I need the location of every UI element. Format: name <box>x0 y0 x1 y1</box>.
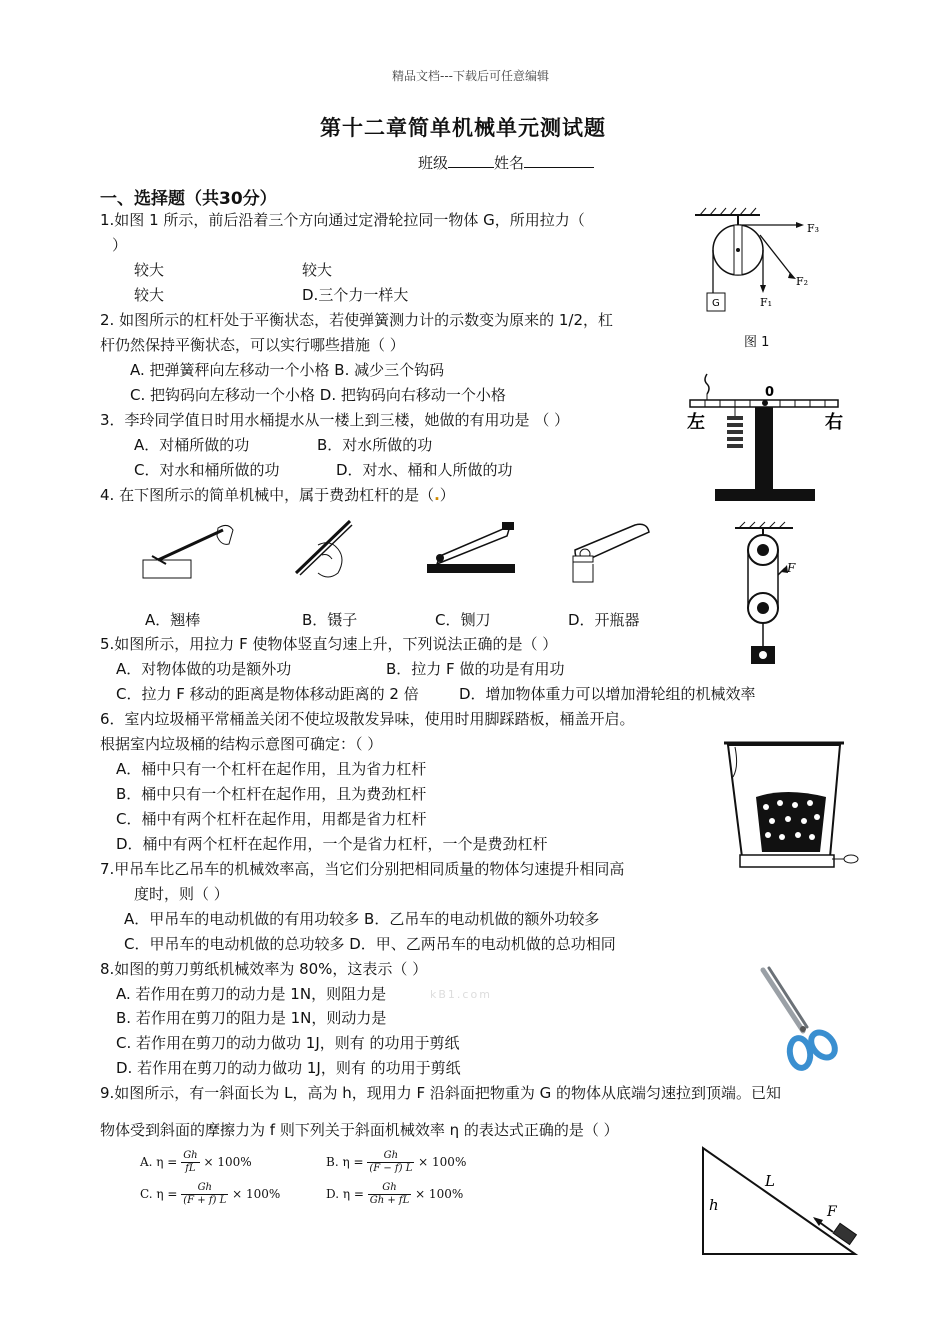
page-title: 第十二章简单机械单元测试题 <box>320 116 606 140</box>
q4-stem-dot: . <box>434 486 440 504</box>
class-blank[interactable] <box>448 153 494 168</box>
q9-option-a-num: Gh <box>183 1150 198 1161</box>
q6-option-c: C．桶中有两个杠杆在起作用，用都是省力杠杆 <box>116 810 427 828</box>
q7-line1: 7.甲吊车比乙吊车的机械效率高，当它们分别把相同质量的物体匀速提升相同高 <box>100 860 625 878</box>
q9-option-c-fraction <box>181 1182 228 1207</box>
q4-stem <box>100 483 455 507</box>
q9-option-d-prefix: D. η = <box>326 1187 364 1201</box>
q1-option-b: 较大 <box>302 261 333 279</box>
class-label: 班级 <box>418 154 449 172</box>
q9-option-d <box>326 1182 463 1207</box>
q9-option-a-den: fL <box>185 1163 196 1174</box>
incline-figure <box>695 1140 865 1260</box>
q5-option-b: B．拉力 F 做的功是有用功 <box>386 660 565 678</box>
q6-option-d: D．桶中有两个杠杆在起作用，一个是省力杠杆，一个是费劲杠杆 <box>116 835 548 853</box>
q6-option-b: B．桶中只有一个杠杆在起作用，且为费劲杠杆 <box>116 785 427 803</box>
lever-label-left: 左 <box>687 412 705 433</box>
incline-label-l: L <box>765 1172 775 1190</box>
q9-option-d-den: Gh + fL <box>369 1195 410 1206</box>
name-blank[interactable] <box>524 153 594 168</box>
q9-option-a-fraction <box>181 1150 199 1175</box>
q3-option-c: C．对水和桶所做的功 <box>134 461 280 479</box>
q5-option-a: A．对物体做的功是额外功 <box>116 660 292 678</box>
q9-option-b-den: (F − f) L <box>369 1163 413 1174</box>
q5-option-d: D．增加物体重力可以增加滑轮组的机械效率 <box>459 685 756 703</box>
incline-label-f: F <box>827 1204 837 1220</box>
tweezers-illustration <box>288 515 368 585</box>
q1-stem-line1: 1.如图 1 所示，前后沿着三个方向通过定滑轮拉同一物体 G，所用拉力（ <box>100 211 585 229</box>
fig1-caption: 图 1 <box>744 335 770 350</box>
q5-option-c: C．拉力 F 移动的距离是物体移动距离的 2 倍 <box>116 685 419 703</box>
q9-option-d-num: Gh <box>368 1182 412 1195</box>
q9-option-d-fraction <box>368 1182 412 1207</box>
lever-label-right: 右 <box>825 412 843 433</box>
q8-option-d: D. 若作用在剪刀的动力做功 1J，则有 的功用于剪纸 <box>116 1059 461 1077</box>
name-label: 姓名 <box>494 154 525 172</box>
crowbar-illustration <box>138 520 238 585</box>
q9-option-c-suffix: × 100% <box>232 1187 281 1201</box>
q9-option-b-prefix: B. η = <box>326 1155 364 1169</box>
q3-option-b: B．对水所做的功 <box>317 436 433 454</box>
page-header: 精品文档---下载后可任意编辑 <box>392 69 549 83</box>
q2-line2: 杆仍然保持平衡状态，可以实行哪些措施（ ） <box>100 336 405 354</box>
watermark: kB1.com <box>430 988 492 1001</box>
lever-figure <box>685 368 855 508</box>
incline-label-h: h <box>709 1196 719 1214</box>
q7-options-cd: C．甲吊车的电动机做的总功较多 D．甲、乙两吊车的电动机做的总功相同 <box>124 935 616 953</box>
q8-option-a: A. 若作用在剪刀的动力是 1N，则阻力是 <box>116 985 387 1003</box>
q7-options-ab: A．甲吊车的电动机做的有用功较多 B．乙吊车的电动机做的额外功较多 <box>124 910 600 928</box>
q1-option-a: 较大 <box>134 261 165 279</box>
fig1-label-g: G <box>712 298 720 309</box>
scissors-figure <box>755 965 845 1075</box>
q3-stem: 3．李玲同学值日时用水桶提水从一楼上到三楼，她做的有用功是 （ ） <box>100 411 570 429</box>
q9-option-c-den: (F + f) L <box>183 1195 227 1206</box>
q2-options-cd: C. 把钩码向左移动一个小格 D. 把钩码向右移动一个小格 <box>130 386 506 404</box>
q9-option-c-num: Gh <box>181 1182 228 1195</box>
q9-option-b <box>326 1150 466 1175</box>
trash-can-figure <box>720 735 865 875</box>
lever-label-zero: 0 <box>765 385 775 400</box>
q4-option-d: D．开瓶器 <box>568 611 640 629</box>
q6-option-a: A．桶中只有一个杠杆在起作用，且为省力杠杆 <box>116 760 427 778</box>
q9-option-b-suffix: × 100% <box>418 1155 467 1169</box>
q2-line1: 2. 如图所示的杠杆处于平衡状态，若使弹簧测力计的示数变为原来的 1/2，杠 <box>100 311 613 329</box>
q9-option-c-prefix: C. η = <box>140 1187 178 1201</box>
q7-line2: 度时，则（ ） <box>134 885 229 903</box>
q9-line2: 物体受到斜面的摩擦力为 f 则下列关于斜面机械效率 η 的表达式正确的是（ ） <box>100 1121 619 1139</box>
pulley-system-figure <box>725 520 815 670</box>
q9-option-a-prefix: A. η = <box>140 1155 178 1169</box>
q8-option-b: B. 若作用在剪刀的阻力是 1N，则动力是 <box>116 1009 387 1027</box>
q9-option-a <box>140 1150 252 1175</box>
pulley-figure-1 <box>690 205 840 325</box>
q4-option-b: B．镊子 <box>302 611 358 629</box>
subtitle <box>418 152 594 173</box>
q8-option-c: C. 若作用在剪刀的动力做功 1J，则有 的功用于剪纸 <box>116 1034 460 1052</box>
fig1-label-f1: F₁ <box>760 296 773 309</box>
q9-option-a-suffix: × 100% <box>203 1155 252 1169</box>
q3-option-d: D．对水、桶和人所做的功 <box>336 461 513 479</box>
q6-line2: 根据室内垃圾桶的结构示意图可确定：（ ） <box>100 735 383 753</box>
q1-option-c: 较大 <box>134 286 165 304</box>
q4-stem-pre: 4. 在下图所示的简单机械中，属于费劲杠杆的是（ <box>100 486 435 504</box>
pulley-label-f: F <box>787 561 796 575</box>
q1-option-d: D.三个力一样大 <box>302 286 409 304</box>
q2-options-ab: A. 把弹簧秤向左移动一个小格 B. 减少三个钩码 <box>130 361 445 379</box>
q9-option-b-fraction <box>367 1150 414 1175</box>
q4-option-c: C．铡刀 <box>435 611 491 629</box>
bottle-opener-illustration <box>565 520 655 585</box>
chopper-illustration <box>422 518 522 578</box>
section-heading: 一、选择题（共30分） <box>100 189 277 209</box>
q8-stem: 8.如图的剪刀剪纸机械效率为 80%，这表示（ ） <box>100 960 428 978</box>
fig1-label-f3: F₃ <box>807 222 820 235</box>
q4-stem-post: ） <box>439 486 455 504</box>
q9-option-c <box>140 1182 280 1207</box>
q1-stem-line2: ） <box>112 236 128 254</box>
q9-option-b-num: Gh <box>367 1150 414 1163</box>
q3-option-a: A．对桶所做的功 <box>134 436 250 454</box>
fig1-label-f2: F₂ <box>796 275 809 288</box>
q6-line1: 6．室内垃圾桶平常桶盖关闭不使垃圾散发异味，使用时用脚踩踏板，桶盖开启。 <box>100 710 635 728</box>
q5-stem: 5.如图所示，用拉力 F 使物体竖直匀速上升，下列说法正确的是（ ） <box>100 635 558 653</box>
q9-option-d-suffix: × 100% <box>415 1187 464 1201</box>
q9-line1: 9.如图所示，有一斜面长为 L，高为 h，现用力 F 沿斜面把物重为 G 的物体从底端匀速拉到顶端。已知 <box>100 1084 782 1102</box>
q4-option-a: A．翘棒 <box>145 611 201 629</box>
